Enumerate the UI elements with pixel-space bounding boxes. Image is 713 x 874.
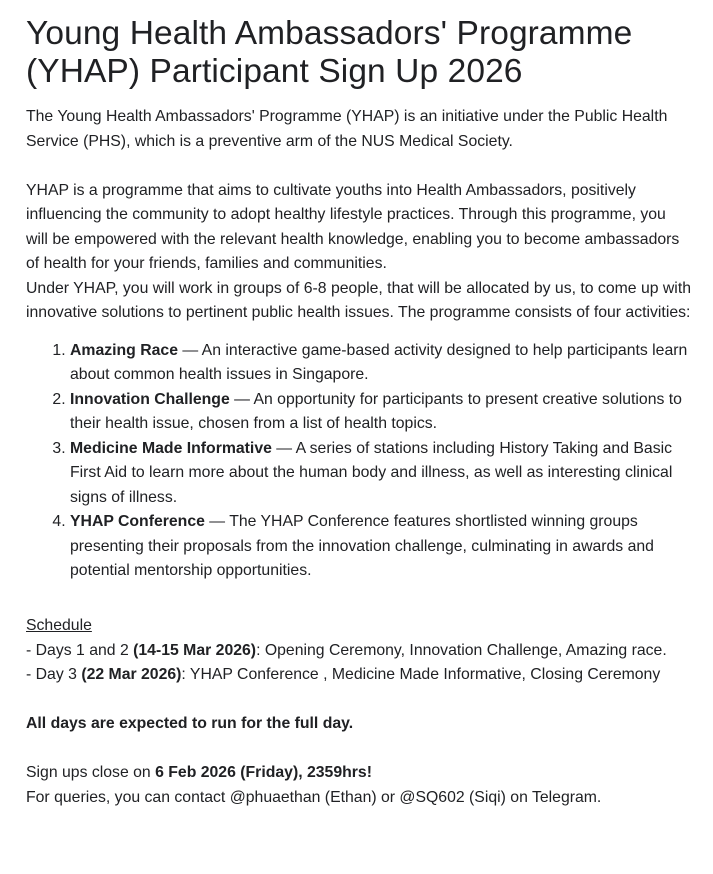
contact-info: For queries, you can contact @phuaethan (Ethan) or @SQ602 (Siqi) on Telegram. [26, 788, 602, 806]
schedule-events: : YHAP Conference , Medicine Made Informative, Closing Ceremony [181, 666, 661, 683]
activity-desc: — A series of stations including History Taking and Basic First Aid to learn more about the human body and illness, as well as interesting clinical signs of illness. [70, 439, 673, 506]
spacer [26, 737, 691, 762]
schedule-events: : Opening Ceremony, Innovation Challenge, Amazing race. [256, 641, 667, 659]
full-day-note [26, 712, 691, 737]
spacer [26, 584, 691, 609]
activity-desc: — An opportunity for participants to present creative solutions to their health issue, chosen from a list of health topics. [70, 390, 682, 432]
schedule-prefix: - Day 3 [26, 666, 82, 683]
activity-desc: — An interactive game-based activity designed to help participants learn about common health issues in Singapore. [70, 341, 688, 383]
spacer [26, 154, 691, 179]
activity-name: Medicine Made Informative [70, 439, 272, 457]
list-item [70, 510, 691, 584]
schedule-dates: (14-15 Mar 2026) [133, 641, 257, 659]
intro-paragraph: The Young Health Ambassadors' Programme (YHAP) is an initiative under the Public Health Service (PHS), which is a preventive arm of the NUS Medical Society. [26, 108, 668, 150]
list-item [70, 437, 691, 511]
activity-name: Innovation Challenge [70, 390, 230, 408]
signup-deadline [26, 761, 691, 786]
aim-paragraph: YHAP is a programme that aims to cultivate youths into Health Ambassadors, positively influencing the community to adopt healthy lifestyle practices. Through this programme, you will be empowered with the relevant health knowledge, enabling you to become ambassadors of health for your friends, families and communities. [26, 181, 680, 272]
activity-desc: — The YHAP Conference features shortlisted winning groups presenting their proposals from the innovation challenge, culminating in awards and potential mentorship opportunities. [70, 513, 654, 579]
schedule-days-1-2 [26, 639, 691, 664]
schedule-heading: Schedule [26, 617, 92, 634]
full-day-note-text: All days are expected to run for the full day. [26, 715, 354, 732]
form-title: Young Health Ambassadors' Programme (YHAP) Participant Sign Up 2026 [26, 15, 633, 90]
list-item [70, 388, 691, 437]
activities-list [26, 339, 691, 584]
schedule-day-3 [26, 663, 691, 688]
spacer [26, 688, 691, 713]
activity-name: Amazing Race [70, 341, 178, 359]
activity-name: YHAP Conference [70, 513, 205, 530]
signup-prefix: Sign ups close on [26, 764, 156, 781]
form-description [26, 105, 691, 810]
schedule-prefix: - Days 1 and 2 [26, 641, 134, 659]
groups-paragraph: Under YHAP, you will work in groups of 6-8 people, that will be allocated by us, to come up with innovative solutions to pertinent public health issues. The programme consists of four activities: [26, 279, 691, 321]
list-item [70, 339, 691, 388]
signup-deadline-date: 6 Feb 2026 (Friday), 2359hrs! [155, 764, 372, 781]
schedule-dates: (22 Mar 2026) [81, 666, 182, 683]
